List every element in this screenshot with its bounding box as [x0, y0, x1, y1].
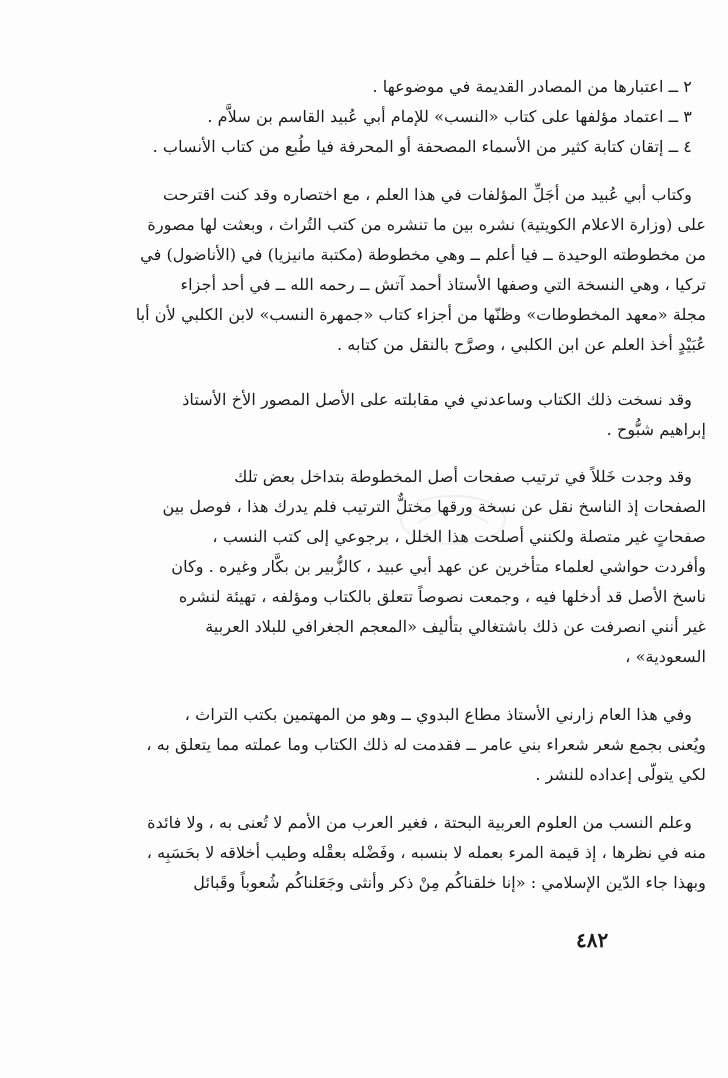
list-item: ٤ ــ إتقان كتابة كثير من الأسماء المصحفة أو المحرفة فيا طُبع من كتاب الأنساب . — [152, 137, 692, 156]
numbered-list — [98, 72, 706, 162]
paragraph-line: لكي يتولّى إعداده للنشر . — [535, 765, 706, 784]
watermark-logo — [398, 493, 508, 547]
paragraph — [98, 700, 706, 790]
paragraph-line: وقد وجدت خَللاً في ترتيب صفحات أصل المخطوطة بتداخل بعض تلك — [234, 467, 692, 486]
paragraph — [98, 808, 706, 898]
paragraph-line: وبهذا جاء الدّين الإسلامي : «إنا خلقناكُم مِنْ ذكر وأنثى وجَعَلناكُم شُعوباً وقَبائل — [193, 873, 706, 892]
paragraph — [98, 180, 706, 360]
paragraph-line: غير أنني انصرفت عن ذلك باشتغالي بتأليف «المعجم الجغرافي للبلاد العربية — [205, 617, 706, 636]
paragraph-line: إبراهيم شبُّوح . — [606, 420, 706, 439]
paragraph-line: ويُعنى بجمع شعر شعراء بني عامر ــ فقدمت له ذلك الكتاب وما عملته مما يتعلق به ، — [146, 735, 706, 754]
paragraph-line: ناسخ الأصل قد أدخلها فيه ، وجمعت نصوصاً تتعلق بالكتاب ومؤلفه ، تهيئة لنشره — [178, 587, 706, 606]
paragraph-line: السعودية» ، — [625, 647, 706, 666]
paragraph — [98, 385, 706, 445]
paragraph-line: منه في نظرها ، إذ قيمة المرء بعمله لا بنسبه ، وفَضْله بعقْله وطيب أخلاقه لا بحَسَبِه ، — [146, 843, 706, 862]
paragraph-line: عُبَيْدٍ أخذ العلم عن ابن الكلبي ، وصرَّح بالنقل من كتابه . — [336, 335, 706, 354]
paragraph-line: وكتاب أبي عُبيد من أجَلِّ المؤلفات في هذا العلم ، مع اختصاره وقد كنت اقترحت — [162, 185, 692, 204]
paragraph-line: من مخطوطته الوحيدة ــ فيا أعلم ــ وهي مخطوطة (مكتبة مانيزيا) في (الأناضول) في — [140, 245, 706, 264]
paragraph-line: وأفردت حواشي لعلماء متأخرين عن عهد أبي عبيد ، كالزُّبير بن بكَّار وغيره . وكان — [171, 557, 706, 576]
paragraph-line: على (وزارة الاعلام الكويتية) نشره بين ما تنشره من كتب التُراث ، وبعثت لها مصورة — [147, 215, 706, 234]
paragraph-line: الصفحات إذ الناسخ نقل عن نسخة ورقها مختلٌّ الترتيب فلم يدرك هذا ، فوصل بين — [162, 497, 706, 516]
paragraph-line: وعلم النسب من العلوم العربية البحتة ، فغير العرب من الأمم لا تُعنى به ، ولا فائدة — [147, 813, 692, 832]
page-number: ٤٨٢ — [576, 928, 609, 952]
paragraph-line: وفي هذا العام زارني الأستاذ مطاع البدوي ــ وهو من المهتمين بكتب التراث ، — [184, 705, 692, 724]
list-item: ٣ ــ اعتماد مؤلفها على كتاب «النسب» للإمام أبي عُبيد القاسم بن سلاَّم . — [207, 107, 692, 126]
paragraph-line: مجلة «معهد المخطوطات» وظنّها من أجزاء كتاب «جمهرة النسب» لابن الكلبي لأن أبا — [135, 305, 706, 324]
paragraph-line: صفحاتٍ غير متصلة ولكنني أصلحت هذا الخلل ، برجوعي إلى كتب النسب ، — [212, 527, 706, 546]
paragraph-line: وقد نسخت ذلك الكتاب وساعدني في مقابلته على الأصل المصور الأخ الأستاذ — [182, 390, 692, 409]
paragraph-line: تركيا ، وهي النسخة التي وصفها الأستاذ أحمد آتش ــ رحمه الله ــ في أحد أجزاء — [180, 275, 706, 294]
list-item: ٢ ــ اعتبارها من المصادر القديمة في موضوعها . — [372, 77, 692, 96]
